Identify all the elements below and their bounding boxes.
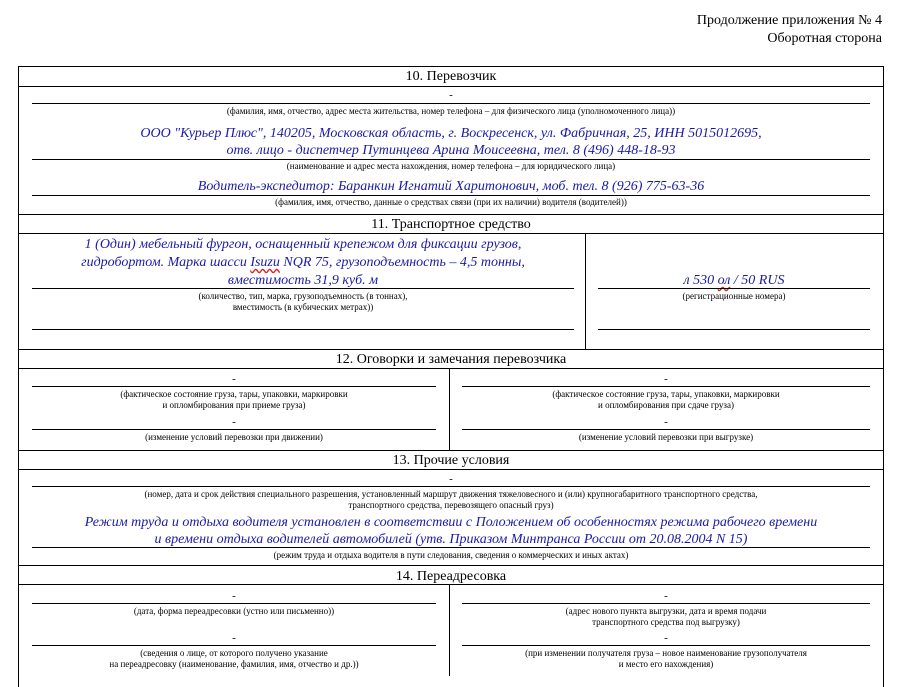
divider [18, 214, 884, 215]
section-12-title: 12. Оговорки и замечания перевозчика [335, 352, 567, 367]
individual-carrier-value[interactable]: - [449, 89, 453, 101]
redirect-instructor-value[interactable]: - [232, 632, 236, 644]
section-11-title: 11. Транспортное средство [371, 217, 531, 232]
underline [32, 547, 870, 548]
vehicle-description-line-3[interactable]: вместимость 31,9 куб. м [227, 273, 379, 288]
new-unloading-point-value[interactable]: - [664, 590, 668, 602]
vehicle-description-line-1[interactable]: 1 (Один) мебельный фургон, оснащенный крепежом для фиксации грузов, [84, 237, 522, 252]
carrier-organization-line-1[interactable]: ООО "Курьер Плюс", 140205, Московская область, г. Воскресенск, ул. Фабричная, 25, ИНН 5015012695, [140, 126, 762, 141]
work-rest-regime-line-1[interactable]: Режим труда и отдыха водителя установлен в соответствии с Положением об особенностях режима рабочего времени [84, 515, 818, 530]
divider [18, 349, 884, 350]
redirect-date-form-value[interactable]: - [232, 590, 236, 602]
new-consignee-caption-1: (при изменении получателя груза – новое наименование грузополучателя [525, 648, 807, 658]
new-unloading-point-caption-2: транспортного средства под выгрузку) [592, 617, 740, 627]
conditions-change-in-transit-value[interactable]: - [232, 416, 236, 428]
individual-carrier-caption: (фамилия, имя, отчество, адрес места жительства, номер телефона – для физического лица (уполномоченного лица)) [226, 106, 676, 116]
divider [18, 86, 884, 87]
divider [18, 450, 884, 451]
divider [18, 368, 884, 369]
vehicle-description-line-2[interactable]: гидробортом. Марка шасси Isuzu NQR 75, грузоподъемность – 4,5 тонны, [81, 255, 525, 270]
special-permit-value[interactable]: - [449, 473, 453, 485]
cargo-state-at-delivery-caption-2: и опломбирования при сдаче груза) [598, 400, 734, 410]
cargo-state-at-loading-value[interactable]: - [232, 373, 236, 385]
divider [18, 565, 884, 566]
underline [32, 486, 870, 487]
vehicle-caption-1: (количество, тип, марка, грузоподъемность (в тоннах), [198, 291, 408, 301]
underline [462, 645, 870, 646]
underline [32, 159, 870, 160]
divider [18, 233, 884, 234]
new-consignee-value[interactable]: - [664, 632, 668, 644]
special-permit-caption-1: (номер, дата и срок действия специального разрешения, установленный маршрут движения тяжеловесного и (или) крупногабаритного транспортного средства, [144, 489, 758, 499]
section-13-title: 13. Прочие условия [392, 453, 510, 468]
cargo-state-at-delivery-value[interactable]: - [664, 373, 668, 385]
underline [32, 645, 436, 646]
column-divider [585, 233, 586, 349]
underline [32, 288, 574, 289]
section-10-title: 10. Перевозчик [405, 69, 497, 84]
new-consignee-caption-2: и место его нахождения) [618, 659, 714, 669]
reverse-side-label: Оборотная сторона [767, 31, 882, 46]
underline [32, 386, 436, 387]
cargo-state-at-delivery-caption-1: (фактическое состояние груза, тары, упаковки, маркировки [552, 389, 780, 399]
special-permit-caption-2: транспортного средства, перевозящего опасный груз) [348, 500, 554, 510]
vehicle-caption-2: вместимость (в кубических метрах)) [232, 302, 374, 312]
cargo-state-at-loading-caption-1: (фактическое состояние груза, тары, упаковки, маркировки [120, 389, 348, 399]
conditions-change-at-unloading-caption: (изменение условий перевозки при выгрузке) [578, 432, 754, 442]
registration-number[interactable]: л 530 ол / 50 RUS [683, 273, 785, 288]
new-unloading-point-caption-1: (адрес нового пункта выгрузки, дата и время подачи [565, 606, 767, 616]
cargo-state-at-loading-caption-2: и опломбирования при приеме груза) [162, 400, 306, 410]
underline [598, 329, 870, 330]
conditions-change-at-unloading-value[interactable]: - [664, 416, 668, 428]
divider [18, 469, 884, 470]
work-rest-regime-line-2[interactable]: и времени отдыха водителей автомобилей (утв. Приказом Минтранса России от 20.08.2004 N 15) [154, 532, 748, 547]
driver-info[interactable]: Водитель-экспедитор: Баранкин Игнатий Харитонович, моб. тел. 8 (926) 775-63-36 [197, 179, 705, 194]
column-divider [449, 584, 450, 676]
underline [462, 603, 870, 604]
carrier-organization-line-2[interactable]: отв. лицо - диспетчер Путинцева Арина Моисеевна, тел. 8 (496) 448-18-93 [226, 143, 676, 158]
driver-caption: (фамилия, имя, отчество, данные о средствах связи (при их наличии) водителя (водителей)) [275, 197, 627, 207]
underline [462, 429, 870, 430]
underline [32, 195, 870, 196]
redirect-instructor-caption-2: на переадресовку (наименование, фамилия, имя, отчество и др.)) [109, 659, 359, 669]
brand-isuzu: Isuzu [250, 255, 280, 270]
underline [598, 288, 870, 289]
conditions-change-in-transit-caption: (изменение условий перевозки при движении) [145, 432, 323, 442]
section-14-title: 14. Переадресовка [395, 569, 507, 584]
underline [32, 429, 436, 430]
redirect-instructor-caption-1: (сведения о лице, от которого получено указание [140, 648, 328, 658]
underline [462, 386, 870, 387]
appendix-continuation-label: Продолжение приложения № 4 [696, 13, 882, 28]
registration-caption: (регистрационные номера) [682, 291, 786, 301]
underline [32, 329, 574, 330]
column-divider [449, 368, 450, 450]
work-rest-regime-caption: (режим труда и отдыха водителя в пути следования, сведения о коммерческих и иных актах) [273, 550, 629, 560]
underline [32, 103, 870, 104]
redirect-date-form-caption: (дата, форма переадресовки (устно или письменно)) [133, 606, 335, 616]
underline [32, 603, 436, 604]
legal-entity-caption: (наименование и адрес места нахождения, номер телефона – для юридического лица) [286, 161, 616, 171]
